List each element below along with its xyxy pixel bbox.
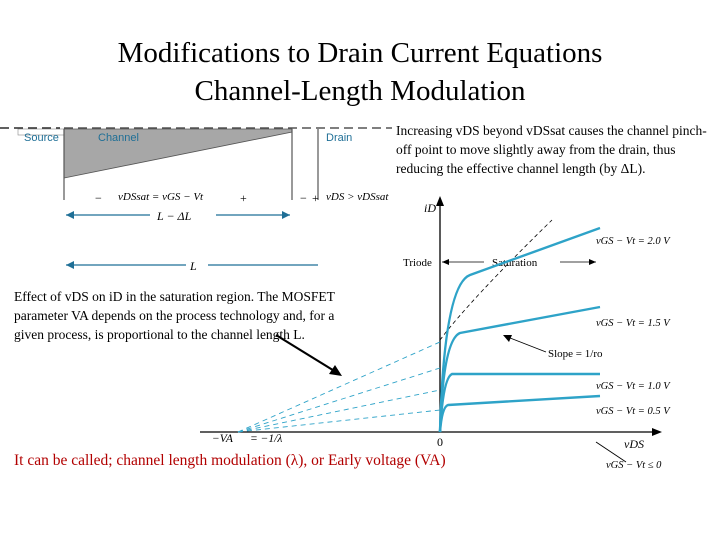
plus-sign-right: +	[312, 191, 319, 205]
curve-label-0p5v: vGS − Vt = 0.5 V	[596, 406, 670, 417]
l-arrowhead-left	[66, 261, 74, 269]
slope-pointer-line	[505, 336, 546, 352]
curve-0p5v	[440, 396, 600, 432]
x-axis-label: vDS	[624, 437, 644, 451]
title-line-1: Modifications to Drain Current Equations	[117, 37, 603, 69]
plus-sign-left: +	[240, 191, 247, 205]
extrapolation-line-1p5v	[238, 368, 440, 432]
extrapolation-line-0p5v	[238, 410, 440, 432]
caption-pointer-arrowhead	[329, 365, 342, 376]
saturation-boundary	[440, 220, 552, 340]
triode-label: Triode	[403, 257, 432, 269]
minus-sign-right: −	[300, 191, 307, 205]
vdssat-equation: vDSsat = vGS − Vt	[118, 191, 204, 203]
y-axis-label: iD	[424, 201, 436, 215]
l-minus-dl-arrowhead-right	[282, 211, 290, 219]
drain-label: Drain	[326, 132, 353, 144]
slope-label: Slope = 1/ro	[548, 348, 603, 360]
l-minus-dl-arrowhead-left	[66, 211, 74, 219]
vds-gt-vdssat: vDS > vDSsat	[326, 191, 389, 203]
source-label: Source	[24, 132, 59, 144]
extrapolation-line-2v	[238, 342, 440, 432]
title-line-2: Channel-Length Modulation	[194, 75, 526, 107]
curve-label-1v: vGS − Vt = 1.0 V	[596, 381, 670, 392]
neg-va-label: −VA	[212, 433, 233, 445]
caption-left: Effect of vDS on iD in the saturation region. The MOSFET parameter VA depends on the process technology and, for a given process, is proportional to the channel length L.	[14, 289, 335, 342]
extrapolation-line-1v	[238, 390, 440, 432]
bottom-note: It can be called; channel length modulation (λ), or Early voltage (VA)	[14, 452, 446, 469]
zero-curve-pointer	[596, 442, 626, 462]
y-axis-arrowhead	[436, 196, 444, 206]
l-minus-dl-label: L − ΔL	[157, 209, 192, 223]
curve-label-2v: vGS − Vt = 2.0 V	[596, 236, 670, 247]
curve-label-zero: vGS − Vt ≤ 0	[606, 460, 662, 471]
l-label: L	[190, 259, 197, 273]
saturation-arrowhead	[589, 259, 596, 265]
curve-label-1p5v: vGS − Vt = 1.5 V	[596, 318, 670, 329]
minus-sign-left: −	[95, 191, 102, 205]
caption-right: Increasing vDS beyond vDSsat causes the channel pinch-off point to move slightly away from the drain, thus reducing the effective channel length (by ΔL).	[396, 123, 707, 176]
channel-figure	[0, 128, 392, 274]
channel-label: Channel	[98, 132, 139, 144]
x-axis-arrowhead	[652, 428, 662, 436]
triode-arrowhead	[442, 259, 449, 265]
curve-1p5v	[440, 307, 600, 432]
neg-inv-lambda-label: = −1/λ	[250, 433, 283, 445]
origin-label: 0	[437, 435, 443, 449]
saturation-label: Saturation	[492, 257, 538, 269]
